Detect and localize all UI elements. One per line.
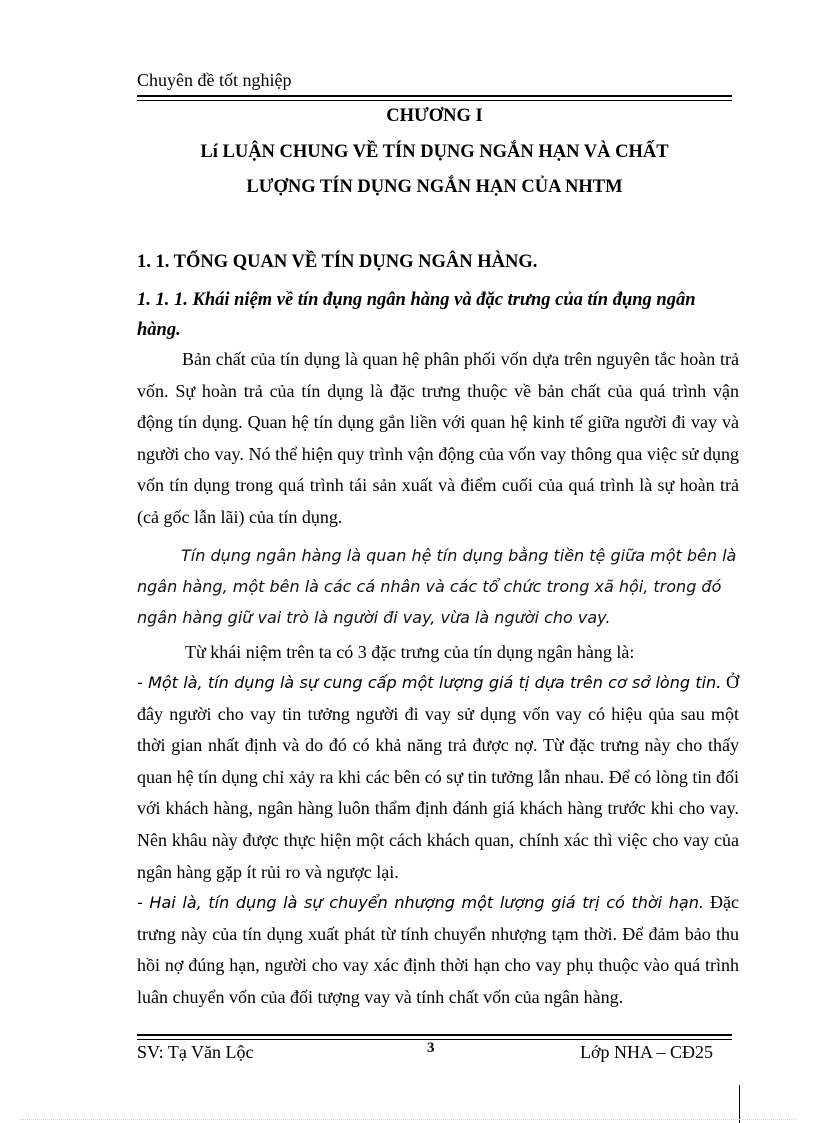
running-header: Chuyên đề tốt nghiệp (137, 70, 292, 90)
page-corner-mark (739, 1085, 740, 1123)
footer-page-number: 3 (427, 1040, 435, 1056)
footer-class-name: Lớp NHA – CĐ25 (580, 1042, 714, 1062)
characteristic-one-lead: - Một là, tín dụng là sự cung cấp một lượng giá tị dựa trên cơ sở lòng tin. (137, 673, 722, 692)
paragraph-three-characteristics-intro: Từ khái niệm trên ta có 3 đặc trưng của tín dụng ngân hàng là: (185, 642, 635, 662)
characteristic-two-lead: - Hai là, tín dụng là sự chuyển nhượng một lượng giá trị có thời hạn. (137, 893, 704, 912)
header-rule (137, 95, 732, 101)
characteristic-one-text: Ở đây người cho vay tin tưởng người đi vay sử dụng vốn vay có hiệu qủa sau một thời gian nhất định và do đó có khả năng trả được nợ. Từ đặc trưng này cho thấy quan hệ tín dụng chỉ xảy ra khi các bên có sự tin tưởng lẫn nhau. Để có lòng tin đối với khách hàng, ngân hàng luôn thẩm định đánh giá khách hàng trước khi cho vay. Nên khâu này được thực hiện một cách khách quan, chính xác thì việc cho vay của ngân hàng gặp ít rủi ro và ngược lại. (137, 672, 740, 882)
paragraph-bank-credit-definition: Tín dụng ngân hàng là quan hệ tín dụng bằng tiền tệ giữa một bên là ngân hàng, một bên là các cá nhân và các tổ chức trong xã hội, trong đó ngân hàng giữ vai trò là người đi vay, vừa là người cho vay. (137, 546, 737, 627)
chapter-title-line-2: LƯỢNG TÍN DỤNG NGẮN HẠN CỦA NHTM (246, 177, 623, 197)
section-heading: 1. 1. TỔNG QUAN VỀ TÍN DỤNG NGÂN HÀNG. (137, 252, 538, 272)
page-edge-line (20, 1119, 796, 1120)
paragraph-characteristic-two (137, 887, 739, 1013)
chapter-label: CHƯƠNG I (386, 106, 483, 126)
paragraph-nature-of-credit: Bản chất của tín dụng là quan hệ phân phối vốn dựa trên nguyên tắc hoàn trả vốn. Sự hoàn trả của tín dụng là đặc trưng thuộc về bản chất của quá trình vận động tín dụng. Quan hệ tín dụng gắn liền với quan hệ kinh tế giữa người đi vay và người cho vay. Nó thể hiện quy trình vận động của vốn vay thông qua việc sử dụng vốn tín dụng trong quá trình tái sản xuất và điểm cuối của quá trình là sự hoàn trả (cả gốc lẫn lãi) của tín dụng. (137, 349, 739, 527)
subsection-heading: 1. 1. 1. Khái niệm về tín đụng ngân hàng và đặc trưng của tín đụng ngân hàng. (137, 290, 696, 340)
characteristic-two-text: Đặc trưng này của tín dụng xuất phát từ tính chuyển nhượng tạm thời. Để đảm bảo thu hồi nợ đúng hạn, người cho vay xác định thời hạn cho vay phụ thuộc vào quá trình luân chuyển vốn của đối tượng vay và tính chất vốn của ngân hàng. (137, 892, 740, 1007)
paragraph-characteristic-one (137, 667, 739, 888)
footer-rule (137, 1034, 732, 1040)
footer-student-name: SV: Tạ Văn Lộc (137, 1042, 254, 1062)
chapter-title-line-1: Lí LUẬN CHUNG VỀ TÍN DỤNG NGẮN HẠN VÀ CHẤT (200, 142, 669, 162)
